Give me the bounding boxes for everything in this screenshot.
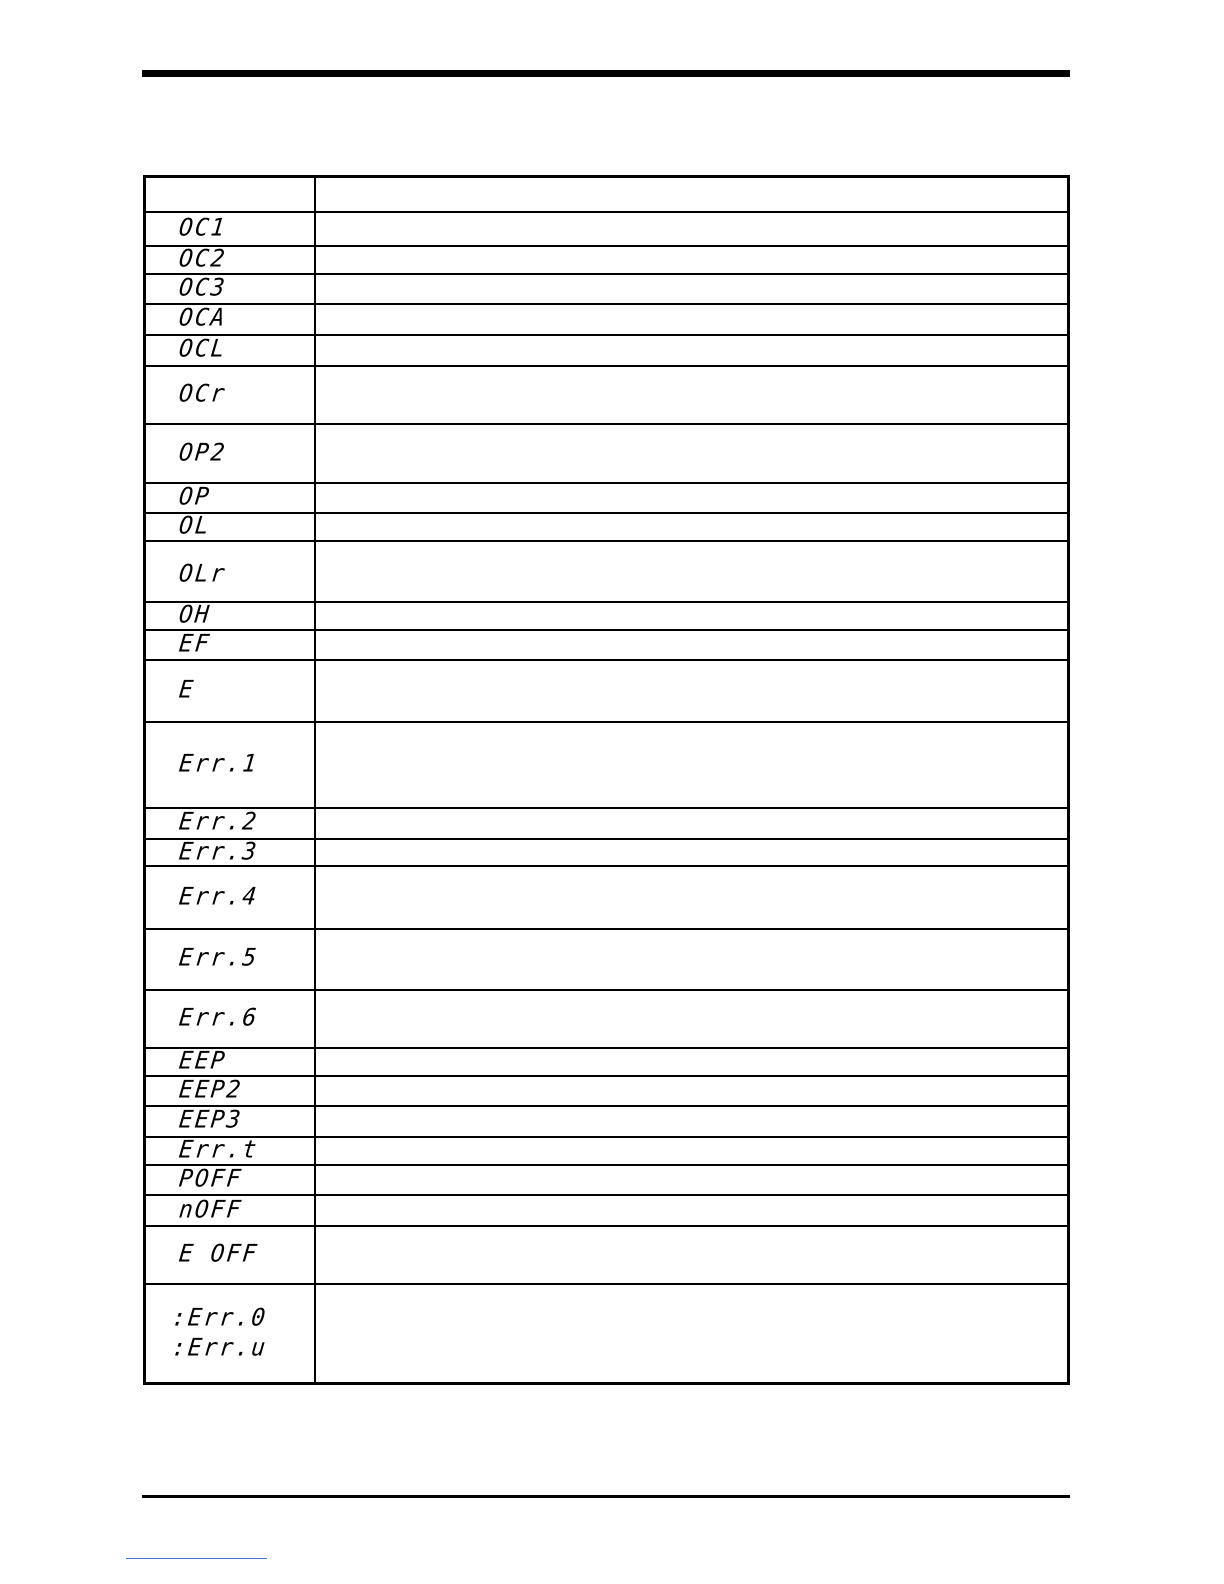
code-cell: E — [177, 676, 197, 704]
row-divider — [146, 423, 1067, 425]
row-divider — [146, 1075, 1067, 1077]
code-cell: Err.2 — [177, 808, 260, 836]
code-cell: Err.6 — [177, 1004, 260, 1032]
code-cell-multi: :Err.0 :Err.u — [170, 1304, 269, 1362]
code-cell: Err.1 — [177, 750, 260, 778]
code-cell: OCA — [177, 304, 228, 332]
code-cell: OP — [177, 483, 213, 511]
row-divider — [146, 721, 1067, 723]
code-cell: POFF — [177, 1165, 244, 1193]
code-cell: OH — [177, 601, 213, 629]
row-divider — [146, 989, 1067, 991]
code-cell: OP2 — [177, 439, 228, 467]
row-divider — [146, 273, 1067, 275]
row-divider — [146, 540, 1067, 542]
error-code-table — [143, 175, 1070, 1385]
code-cell: EEP — [177, 1047, 228, 1075]
row-divider — [146, 1136, 1067, 1138]
column-divider — [314, 178, 316, 1382]
row-divider — [146, 865, 1067, 867]
code-cell: Err.t — [177, 1136, 260, 1164]
code-cell: OC2 — [177, 245, 228, 273]
row-divider — [146, 1283, 1067, 1285]
row-divider — [146, 601, 1067, 603]
code-cell: OCL — [177, 335, 228, 363]
row-divider — [146, 245, 1067, 247]
code-cell: Err.3 — [177, 838, 260, 866]
row-divider — [146, 512, 1067, 514]
row-divider — [146, 482, 1067, 484]
row-divider — [146, 629, 1067, 631]
code-cell: OL — [177, 512, 213, 540]
code-cell: OLr — [177, 560, 228, 588]
row-divider — [146, 838, 1067, 840]
row-divider — [146, 1194, 1067, 1196]
row-divider — [146, 334, 1067, 336]
code-cell: EF — [177, 630, 213, 658]
code-cell: OC1 — [177, 214, 228, 242]
code-cell: Err.4 — [177, 883, 260, 911]
row-divider — [146, 1164, 1067, 1166]
footer-link-underline[interactable] — [126, 1558, 267, 1559]
top-rule — [142, 70, 1070, 77]
code-cell: nOFF — [177, 1196, 244, 1224]
code-cell: EEP3 — [177, 1106, 244, 1134]
code-cell: EEP2 — [177, 1076, 244, 1104]
row-divider — [146, 1105, 1067, 1107]
code-cell: E OFF — [177, 1240, 260, 1268]
row-divider — [146, 807, 1067, 809]
row-divider — [146, 211, 1067, 213]
bottom-rule — [142, 1495, 1070, 1498]
code-cell: OCr — [177, 380, 228, 408]
row-divider — [146, 1225, 1067, 1227]
code-cell: Err.5 — [177, 944, 260, 972]
row-divider — [146, 928, 1067, 930]
row-divider — [146, 303, 1067, 305]
row-divider — [146, 659, 1067, 661]
row-divider — [146, 365, 1067, 367]
code-cell: OC3 — [177, 274, 228, 302]
row-divider — [146, 1047, 1067, 1049]
